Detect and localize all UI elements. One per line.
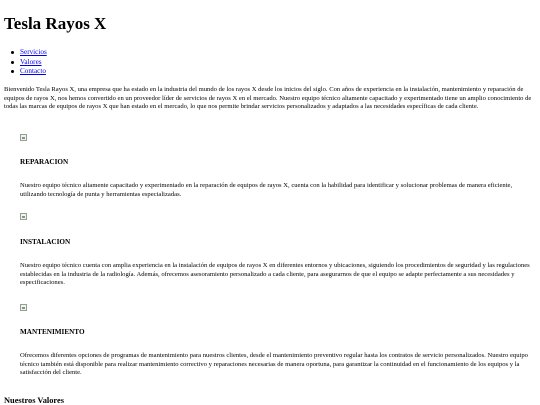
page-title: Tesla Rayos X bbox=[4, 14, 107, 33]
broken-image-icon bbox=[20, 213, 27, 220]
service-text-instalacion: Nuestro equipo técnico cuenta con amplia experiencia en la instalación de equipos de rayos X en diferentes entornos y ubicaciones, siguiendo los procedimientos de seguridad y las regulaciones establecidas en la industria de la radiología. Además, ofrecemos asesoramiento personalizado a cada cliente, para asegurarnos de que el equipo se adapte perfectamente a sus necesidades y especificaciones. bbox=[20, 262, 530, 287]
service-text-mantenimiento: Ofrecemos diferentes opciones de programas de mantenimiento para nuestros clientes, desde el mantenimiento preventivo regular hasta los contratos de servicio personalizados. Nuestro equipo técnico también está disponible para realizar mantenimiento correctivo y reparaciones necesarias de manera oportuna, para garantizar la continuidad en el funcionamiento de los equipos y la satisfacción del cliente. bbox=[20, 352, 528, 377]
nav-item-contacto bbox=[7, 67, 47, 77]
nav-link-servicios[interactable]: Servicios bbox=[20, 48, 47, 56]
broken-image-icon bbox=[20, 134, 27, 141]
nav-list bbox=[7, 48, 47, 77]
service-heading-instalacion: INSTALACION bbox=[20, 238, 71, 246]
intro-paragraph: Bienvenido Tesla Rayos X, una empresa que ha estado en la industria del mundo de los rayos X desde los inicios del siglo. Con años de experiencia en la instalación, mantenimiento y reparación de equipos de rayos X, nos hemos convertido en un proveedor líder de servicios de rayos X en el mercado. Nuestro equipo técnico altamente capacitado y experimentado tiene un amplio conocimiento de todas las marcas de equipos de rayos X que han estado en el mercado, lo que nos permite brindar servicios personalizados y adaptados a las necesidades específicas de cada cliente. bbox=[4, 86, 532, 111]
nav-link-contacto[interactable]: Contacto bbox=[20, 67, 46, 76]
broken-image-icon bbox=[20, 304, 27, 311]
nav-link-valores[interactable]: Valores bbox=[20, 57, 42, 66]
service-heading-reparacion: REPARACION bbox=[20, 158, 69, 166]
service-text-reparacion: Nuestro equipo técnico altamente capacitado y experimentado en la reparación de equipos de rayos X, cuenta con la habilidad para identificar y solucionar problemas de manera eficiente, utilizando tecnología de punta y herramientas especializadas. bbox=[20, 182, 513, 198]
service-heading-mantenimiento: MANTENIMIENTO bbox=[20, 328, 85, 336]
nav-item-valores bbox=[7, 58, 47, 68]
values-heading: Nuestros Valores bbox=[4, 396, 64, 405]
nav-item-servicios bbox=[7, 48, 47, 58]
